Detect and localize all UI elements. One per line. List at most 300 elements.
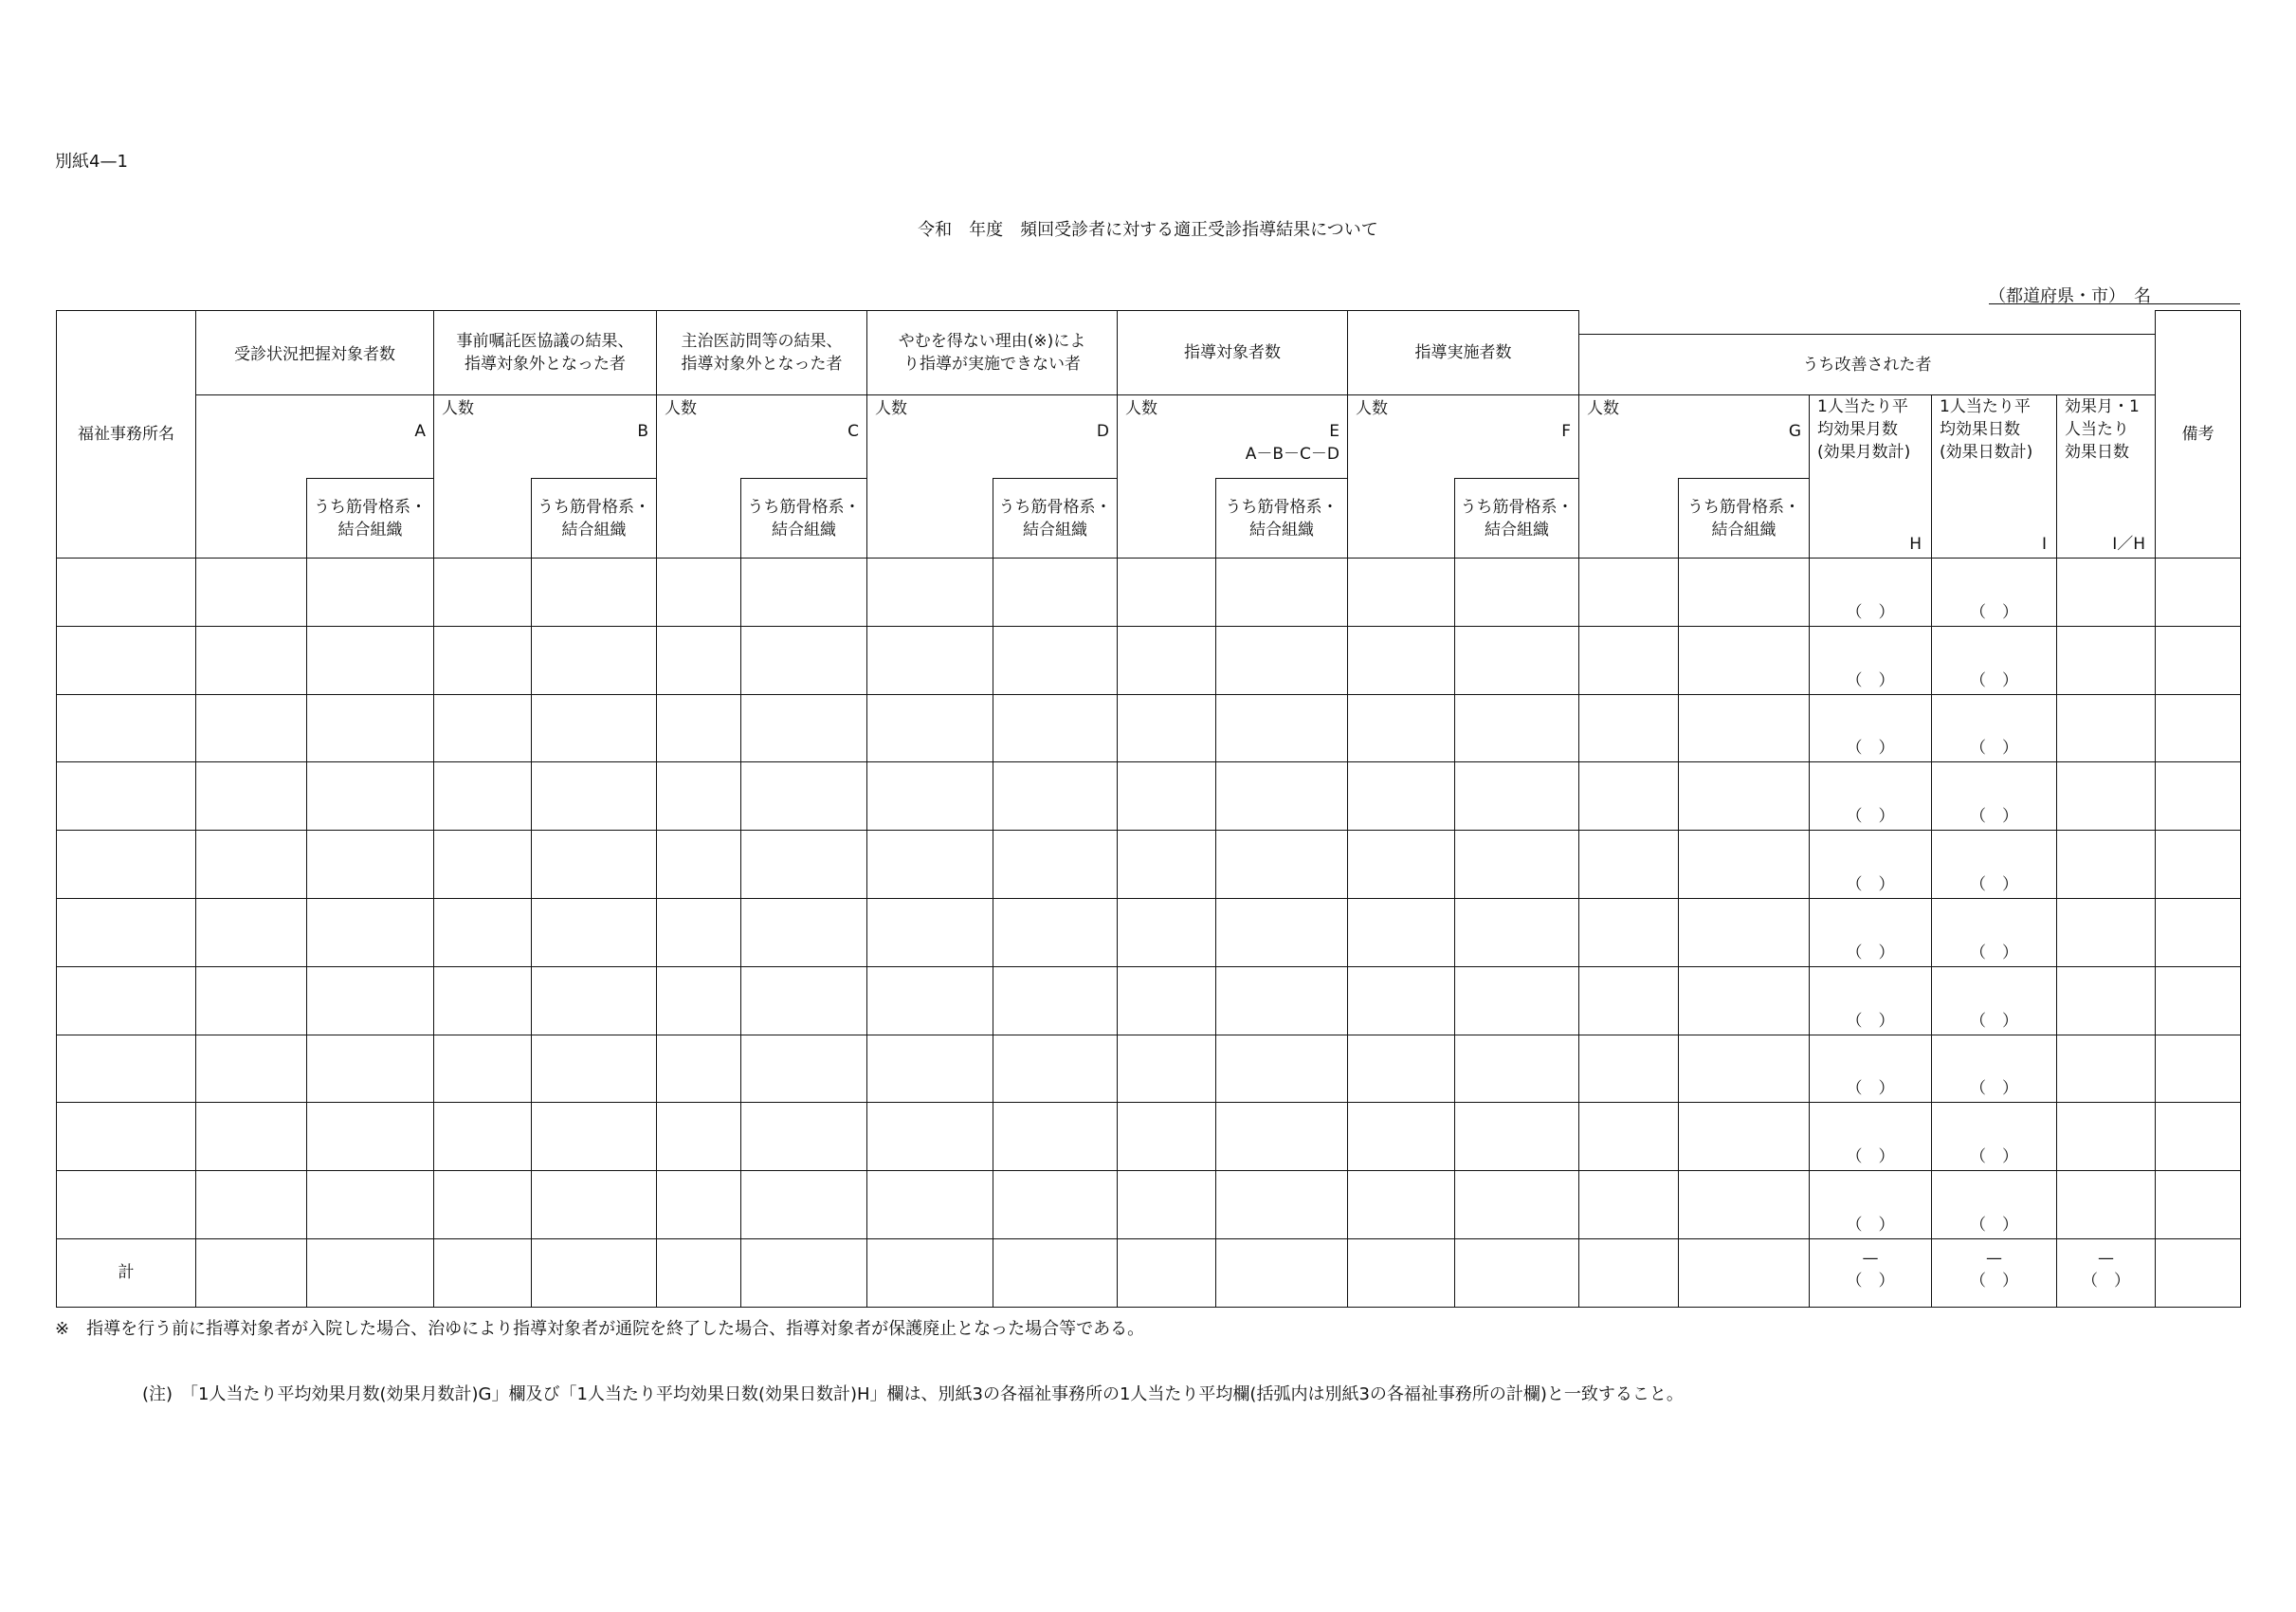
total-cell[interactable]: [741, 1238, 867, 1307]
data-cell[interactable]: [1118, 898, 1216, 966]
total-row: [57, 1238, 2241, 1307]
data-cell[interactable]: [2057, 1171, 2156, 1239]
data-cell[interactable]: [657, 559, 741, 627]
data-cell[interactable]: [1810, 831, 1932, 899]
data-cell[interactable]: [1810, 1103, 1932, 1171]
data-cell[interactable]: [1455, 966, 1579, 1035]
data-cell[interactable]: [741, 898, 867, 966]
data-cell[interactable]: [993, 966, 1118, 1035]
data-cell[interactable]: [57, 694, 196, 762]
note: (注) 「1人当たり平均効果月数(効果月数計)G」欄及び「1人当たり平均効果日数(効果日数計)H」欄は、別紙3の各福祉事務所の1人当たり平均欄(括弧内は別紙3の各福祉事務所の計欄)と一致すること。: [142, 1384, 1684, 1404]
data-cell[interactable]: [2156, 966, 2241, 1035]
data-cell[interactable]: [434, 694, 532, 762]
data-cell[interactable]: [434, 762, 532, 831]
total-cell[interactable]: [1118, 1238, 1216, 1307]
data-cell[interactable]: [57, 966, 196, 1035]
data-cell[interactable]: [307, 1103, 434, 1171]
page-title: 令和 年度 頻回受診者に対する適正受診指導結果について: [918, 220, 1378, 240]
j-header: [2057, 395, 2156, 559]
data-cell[interactable]: [993, 559, 1118, 627]
data-cell[interactable]: [532, 559, 657, 627]
paren-placeholder: （ ）: [1970, 1079, 2019, 1099]
f-sub-line1: うち筋骨格系・: [1460, 497, 1574, 517]
data-cell[interactable]: [196, 1035, 307, 1103]
data-cell[interactable]: [532, 626, 657, 694]
data-cell[interactable]: [1216, 966, 1348, 1035]
data-cell[interactable]: [1455, 898, 1579, 966]
data-cell[interactable]: [532, 1035, 657, 1103]
a-letter: A: [414, 422, 426, 441]
data-cell[interactable]: [1216, 762, 1348, 831]
c-letter: C: [847, 422, 859, 441]
data-cell[interactable]: [196, 626, 307, 694]
data-cell[interactable]: [532, 966, 657, 1035]
data-cell[interactable]: [532, 762, 657, 831]
data-cell[interactable]: [741, 831, 867, 899]
data-cell[interactable]: [1118, 1171, 1216, 1239]
data-cell[interactable]: [434, 1103, 532, 1171]
data-cell[interactable]: [741, 1035, 867, 1103]
paren-placeholder: （ ）: [1846, 874, 1895, 894]
data-cell[interactable]: [2057, 559, 2156, 627]
data-cell[interactable]: [57, 626, 196, 694]
data-cell[interactable]: [1932, 559, 2057, 627]
data-cell[interactable]: [2156, 831, 2241, 899]
data-cell[interactable]: [1679, 762, 1810, 831]
data-cell[interactable]: [741, 1103, 867, 1171]
total-cell[interactable]: [1216, 1238, 1348, 1307]
data-cell[interactable]: [1579, 626, 1679, 694]
data-cell[interactable]: [657, 1171, 741, 1239]
a-sub-line1: うち筋骨格系・: [314, 497, 427, 517]
paren-placeholder: （ ）: [1846, 739, 1895, 759]
table-row: [57, 831, 2241, 899]
e-sub-line1: うち筋骨格系・: [1225, 497, 1339, 517]
data-cell[interactable]: [867, 966, 993, 1035]
paren-placeholder: （ ）: [1970, 1147, 2019, 1167]
data-cell[interactable]: [1216, 1103, 1348, 1171]
data-cell[interactable]: [434, 1035, 532, 1103]
data-cell[interactable]: [196, 559, 307, 627]
data-cell[interactable]: [1932, 626, 2057, 694]
document-label: 別紙4—1: [55, 152, 128, 172]
table-row: [57, 559, 2241, 627]
data-cell[interactable]: [1810, 1171, 1932, 1239]
data-cell[interactable]: [1118, 1103, 1216, 1171]
b-subgroup: [532, 479, 657, 559]
paren-placeholder: （ ）: [1970, 602, 2019, 622]
b-header-line2: 指導対象外となった者: [465, 355, 626, 374]
data-cell[interactable]: [993, 1171, 1118, 1239]
data-cell[interactable]: [1579, 831, 1679, 899]
total-paren: （ ）: [1970, 1271, 2019, 1291]
data-cell[interactable]: [1348, 694, 1455, 762]
data-cell[interactable]: [657, 762, 741, 831]
total-cell[interactable]: [2156, 1238, 2241, 1307]
total-cell[interactable]: [2057, 1238, 2156, 1307]
total-cell[interactable]: [1810, 1238, 1932, 1307]
data-cell[interactable]: [1348, 831, 1455, 899]
total-cell[interactable]: [1348, 1238, 1455, 1307]
data-cell[interactable]: [434, 898, 532, 966]
total-cell[interactable]: [434, 1238, 532, 1307]
total-paren: （ ）: [2082, 1271, 2131, 1291]
data-cell[interactable]: [307, 831, 434, 899]
data-cell[interactable]: [57, 762, 196, 831]
data-cell[interactable]: [1932, 1103, 2057, 1171]
data-cell[interactable]: [867, 1103, 993, 1171]
total-cell[interactable]: [1579, 1238, 1679, 1307]
data-cell[interactable]: [1932, 694, 2057, 762]
data-cell[interactable]: [1118, 762, 1216, 831]
total-cell[interactable]: [1932, 1238, 2057, 1307]
g-blank: [1579, 479, 1679, 559]
data-cell[interactable]: [1455, 762, 1579, 831]
data-cell[interactable]: [1455, 694, 1579, 762]
total-cell[interactable]: [1455, 1238, 1579, 1307]
data-cell[interactable]: [993, 831, 1118, 899]
data-cell[interactable]: [1810, 762, 1932, 831]
data-cell[interactable]: [1579, 1171, 1679, 1239]
paren-placeholder: （ ）: [1970, 874, 2019, 894]
b-sub-line2: 結合組織: [561, 520, 627, 540]
data-cell[interactable]: [196, 898, 307, 966]
data-cell[interactable]: [1455, 1035, 1579, 1103]
a-header-text: 受診状況把握対象者数: [234, 345, 395, 364]
data-cell[interactable]: [532, 694, 657, 762]
data-cell[interactable]: [1216, 898, 1348, 966]
g-subgroup: [1679, 479, 1810, 559]
b-header: [434, 311, 657, 395]
data-cell[interactable]: [434, 626, 532, 694]
d-sub-line1: うち筋骨格系・: [998, 497, 1112, 517]
data-cell[interactable]: [2057, 694, 2156, 762]
total-cell[interactable]: [196, 1238, 307, 1307]
data-cell[interactable]: [1118, 626, 1216, 694]
footnote: ※ 指導を行う前に指導対象者が入院した場合、治ゆにより指導対象者が通院を終了した場合、指導対象者が保護廃止となった場合等である。: [55, 1319, 1145, 1339]
h-letter: H: [1909, 535, 1922, 554]
data-cell[interactable]: [2057, 831, 2156, 899]
data-cell[interactable]: [1216, 831, 1348, 899]
data-cell[interactable]: [532, 831, 657, 899]
data-cell[interactable]: [434, 559, 532, 627]
data-cell[interactable]: [657, 1035, 741, 1103]
data-cell[interactable]: [1348, 762, 1455, 831]
data-cell[interactable]: [1348, 898, 1455, 966]
total-cell[interactable]: [657, 1238, 741, 1307]
data-cell[interactable]: [196, 1103, 307, 1171]
data-cell[interactable]: [1579, 559, 1679, 627]
data-cell[interactable]: [1348, 626, 1455, 694]
data-cell[interactable]: [867, 626, 993, 694]
data-cell[interactable]: [1216, 1171, 1348, 1239]
data-cell[interactable]: [867, 762, 993, 831]
data-cell[interactable]: [57, 898, 196, 966]
data-cell[interactable]: [434, 966, 532, 1035]
data-cell[interactable]: [1579, 694, 1679, 762]
data-cell[interactable]: [993, 762, 1118, 831]
d-sub-line2: 結合組織: [1023, 520, 1087, 540]
g-sub-line1: うち筋骨格系・: [1687, 497, 1801, 517]
data-cell[interactable]: [532, 898, 657, 966]
paren-placeholder: （ ）: [1970, 1011, 2019, 1031]
data-cell[interactable]: [1579, 1035, 1679, 1103]
b-sub-line1: うち筋骨格系・: [538, 497, 650, 517]
b-persons-label: 人数: [442, 399, 474, 418]
data-cell[interactable]: [2057, 966, 2156, 1035]
paren-placeholder: （ ）: [1846, 1011, 1895, 1031]
remarks-header: 備考: [2156, 311, 2241, 559]
paren-placeholder: （ ）: [1846, 1079, 1895, 1099]
c-persons-label: 人数: [665, 399, 697, 418]
e-sub-line2: 結合組織: [1249, 520, 1315, 540]
data-cell[interactable]: [657, 966, 741, 1035]
data-cell[interactable]: [1118, 966, 1216, 1035]
data-cell[interactable]: [657, 898, 741, 966]
data-cell[interactable]: [2057, 898, 2156, 966]
data-cell[interactable]: [1679, 966, 1810, 1035]
d-header-line1: やむを得ない理由(※)によ: [898, 332, 1086, 351]
d-letter: D: [1096, 422, 1110, 441]
f-subgroup: [1455, 479, 1579, 559]
total-cell[interactable]: [867, 1238, 993, 1307]
data-cell[interactable]: [57, 559, 196, 627]
paren-placeholder: （ ）: [1846, 670, 1895, 690]
data-cell[interactable]: [1679, 559, 1810, 627]
data-cell[interactable]: [867, 1035, 993, 1103]
total-cell[interactable]: [993, 1238, 1118, 1307]
table-row: [57, 1035, 2241, 1103]
data-cell[interactable]: [2057, 1103, 2156, 1171]
j-header-line1: 効果月・1: [2065, 397, 2140, 416]
data-cell[interactable]: [57, 831, 196, 899]
data-cell[interactable]: [1348, 1035, 1455, 1103]
f-sub-line2: 結合組織: [1485, 520, 1550, 540]
data-cell[interactable]: [1455, 559, 1579, 627]
data-cell[interactable]: [2156, 559, 2241, 627]
b-header-line1: 事前嘱託医協議の結果、: [456, 332, 634, 351]
data-cell[interactable]: [307, 559, 434, 627]
data-cell[interactable]: [307, 762, 434, 831]
data-cell[interactable]: [657, 831, 741, 899]
data-cell[interactable]: [307, 626, 434, 694]
data-cell[interactable]: [657, 1103, 741, 1171]
data-cell[interactable]: [741, 694, 867, 762]
data-cell[interactable]: [741, 1171, 867, 1239]
data-cell[interactable]: [307, 1171, 434, 1239]
data-cell[interactable]: [1810, 626, 1932, 694]
total-cell[interactable]: [307, 1238, 434, 1307]
paren-placeholder: （ ）: [1846, 807, 1895, 827]
data-cell[interactable]: [1455, 1103, 1579, 1171]
c-persons-cell: [657, 395, 867, 479]
data-cell[interactable]: [2156, 762, 2241, 831]
data-cell[interactable]: [1810, 966, 1932, 1035]
improved-header: うち改善された者: [1579, 335, 2156, 395]
data-cell[interactable]: [2057, 1035, 2156, 1103]
data-cell[interactable]: [1679, 694, 1810, 762]
data-cell[interactable]: [993, 626, 1118, 694]
j-header-line2: 人当たり: [2065, 420, 2130, 439]
data-cell[interactable]: [1932, 898, 2057, 966]
data-cell[interactable]: [1348, 559, 1455, 627]
data-cell[interactable]: [1679, 1035, 1810, 1103]
data-cell[interactable]: [2156, 1035, 2241, 1103]
total-label: 計: [57, 1238, 196, 1307]
data-cell[interactable]: [1118, 1035, 1216, 1103]
e-header: 指導対象者数: [1118, 311, 1348, 395]
data-cell[interactable]: [867, 694, 993, 762]
h-header-line1: 1人当たり平: [1817, 397, 1908, 416]
d-header-line2: り指導が実施できない者: [903, 355, 1081, 374]
b-blank: [434, 479, 532, 559]
data-cell[interactable]: [434, 831, 532, 899]
f-persons-label: 人数: [1356, 399, 1389, 418]
data-cell[interactable]: [1455, 831, 1579, 899]
data-cell[interactable]: [57, 1171, 196, 1239]
data-cell[interactable]: [1810, 898, 1932, 966]
data-cell[interactable]: [1216, 626, 1348, 694]
data-cell[interactable]: [1679, 626, 1810, 694]
data-cell[interactable]: [1348, 1171, 1455, 1239]
data-cell[interactable]: [1810, 1035, 1932, 1103]
data-cell[interactable]: [993, 1103, 1118, 1171]
total-cell[interactable]: [532, 1238, 657, 1307]
data-cell[interactable]: [867, 831, 993, 899]
prefecture-label: （都道府県・市） 名: [1989, 286, 2151, 306]
data-cell[interactable]: [307, 1035, 434, 1103]
h-header: [1810, 395, 1932, 559]
data-cell[interactable]: [1216, 694, 1348, 762]
data-cell[interactable]: [307, 966, 434, 1035]
d-persons-label: 人数: [875, 399, 907, 418]
data-cell[interactable]: [1455, 1171, 1579, 1239]
e-formula: A－B－C－D: [1245, 445, 1340, 464]
data-cell[interactable]: [1679, 1171, 1810, 1239]
data-cell[interactable]: [196, 966, 307, 1035]
data-cell[interactable]: [1348, 966, 1455, 1035]
data-cell[interactable]: [993, 1035, 1118, 1103]
data-cell[interactable]: [307, 694, 434, 762]
data-cell[interactable]: [1679, 1103, 1810, 1171]
a-header: [196, 311, 434, 395]
paren-placeholder: （ ）: [1846, 943, 1895, 962]
data-cell[interactable]: [2057, 626, 2156, 694]
data-cell[interactable]: [57, 1035, 196, 1103]
data-cell[interactable]: [1579, 966, 1679, 1035]
table-row: [57, 1103, 2241, 1171]
j-header-line3: 効果日数: [2065, 443, 2130, 462]
data-cell[interactable]: [1810, 694, 1932, 762]
data-cell[interactable]: [532, 1171, 657, 1239]
total-paren: （ ）: [1846, 1271, 1895, 1291]
g-persons-cell: [1579, 395, 1810, 479]
data-cell[interactable]: [867, 559, 993, 627]
data-cell[interactable]: [196, 1171, 307, 1239]
data-cell[interactable]: [993, 898, 1118, 966]
data-cell[interactable]: [741, 626, 867, 694]
c-sub-line1: うち筋骨格系・: [747, 497, 861, 517]
f-persons-cell: [1348, 395, 1579, 479]
h-header-line2: 均効果月数: [1817, 420, 1899, 439]
d-header: [867, 311, 1118, 395]
data-cell[interactable]: [1932, 1171, 2057, 1239]
data-cell[interactable]: [1348, 1103, 1455, 1171]
i-header-line2: 均効果日数: [1940, 420, 2021, 439]
data-cell[interactable]: [2156, 1103, 2241, 1171]
data-cell[interactable]: [741, 966, 867, 1035]
data-cell[interactable]: [1579, 1103, 1679, 1171]
data-cell[interactable]: [1455, 626, 1579, 694]
data-cell[interactable]: [1579, 898, 1679, 966]
e-persons-label: 人数: [1125, 399, 1158, 418]
a-subgroup: [307, 479, 434, 559]
data-cell[interactable]: [1679, 831, 1810, 899]
data-cell[interactable]: [1679, 898, 1810, 966]
data-cell[interactable]: [1810, 559, 1932, 627]
data-cell[interactable]: [1216, 1035, 1348, 1103]
data-cell[interactable]: [532, 1103, 657, 1171]
data-cell[interactable]: [1118, 831, 1216, 899]
data-cell[interactable]: [2156, 898, 2241, 966]
data-cell[interactable]: [1932, 1035, 2057, 1103]
f-letter: F: [1561, 422, 1572, 441]
data-cell[interactable]: [196, 694, 307, 762]
table-row: [57, 626, 2241, 694]
data-cell[interactable]: [1216, 559, 1348, 627]
paren-placeholder: （ ）: [1846, 1147, 1895, 1167]
paren-placeholder: （ ）: [1846, 1215, 1895, 1235]
c-header: [657, 311, 867, 395]
data-cell[interactable]: [657, 626, 741, 694]
data-cell[interactable]: [307, 898, 434, 966]
data-cell[interactable]: [741, 559, 867, 627]
c-header-line2: 指導対象外となった者: [681, 355, 843, 374]
c-sub-line2: 結合組織: [772, 520, 836, 540]
data-cell[interactable]: [196, 831, 307, 899]
data-cell[interactable]: [657, 694, 741, 762]
table-row: [57, 966, 2241, 1035]
total-cell[interactable]: [1679, 1238, 1810, 1307]
data-cell[interactable]: [1579, 762, 1679, 831]
data-cell[interactable]: [1932, 762, 2057, 831]
data-cell[interactable]: [2156, 694, 2241, 762]
d-subgroup: [993, 479, 1118, 559]
data-cell[interactable]: [2156, 626, 2241, 694]
data-cell[interactable]: [741, 762, 867, 831]
data-cell[interactable]: [1932, 831, 2057, 899]
data-cell[interactable]: [434, 1171, 532, 1239]
i-letter: I: [2042, 535, 2048, 554]
paren-placeholder: （ ）: [1970, 739, 2019, 759]
data-cell[interactable]: [867, 1171, 993, 1239]
data-cell[interactable]: [57, 1103, 196, 1171]
table-row: [57, 762, 2241, 831]
total-dash: —: [1862, 1248, 1879, 1268]
data-cell[interactable]: [2057, 762, 2156, 831]
table-row: [57, 1171, 2241, 1239]
data-cell[interactable]: [1118, 694, 1216, 762]
table-row: [57, 898, 2241, 966]
data-cell[interactable]: [867, 898, 993, 966]
data-cell[interactable]: [993, 694, 1118, 762]
data-cell[interactable]: [196, 762, 307, 831]
data-cell[interactable]: [1932, 966, 2057, 1035]
e-blank: [1118, 479, 1216, 559]
b-persons-cell: [434, 395, 657, 479]
data-cell[interactable]: [2156, 1171, 2241, 1239]
data-cell[interactable]: [1118, 559, 1216, 627]
